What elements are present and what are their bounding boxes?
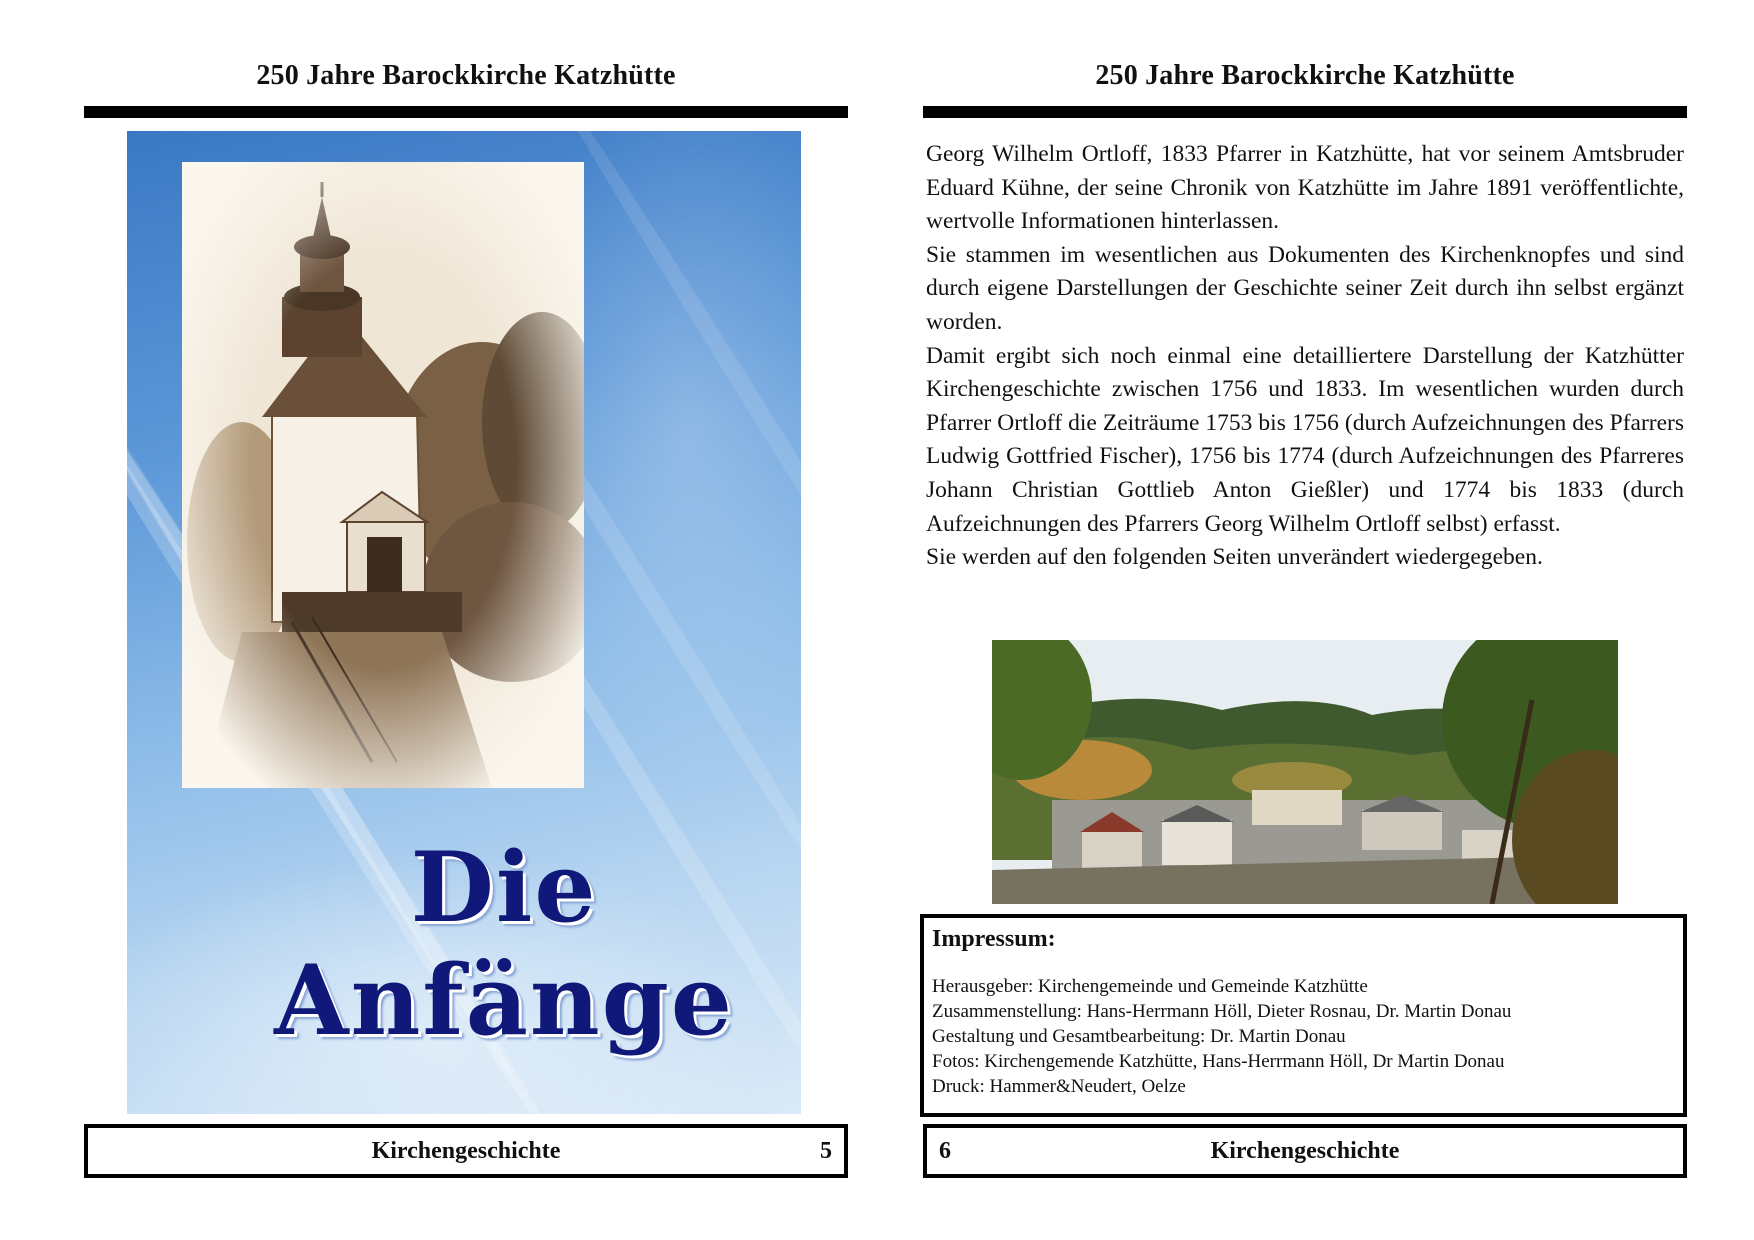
cover-artwork — [127, 131, 801, 1114]
village-photo — [992, 640, 1618, 904]
footer-label: Kirchengeschichte — [1210, 1138, 1400, 1164]
impressum-box — [920, 914, 1687, 1117]
title-rule — [923, 106, 1687, 118]
page-right — [923, 0, 1687, 1240]
impressum-line: Fotos: Kirchengemende Katzhütte, Hans-Herrmann Höll, Dr Martin Donau — [932, 1051, 1505, 1072]
footer-label: Kirchengeschichte — [371, 1138, 561, 1164]
page-number: 6 — [939, 1138, 951, 1164]
running-title: 250 Jahre Barockkirche Katzhütte — [256, 60, 676, 91]
title-rule — [84, 106, 848, 118]
paragraph: Sie stammen im wesentlichen aus Dokumenten des Kirchenknopfes und sind durch eigene Darstellungen der Geschichte seiner Zeit durch ihn selbst ergänzt worden. — [926, 241, 1684, 335]
paragraph: Sie werden auf den folgenden Seiten unverändert wiedergegeben. — [926, 544, 1543, 571]
page-footer — [84, 1124, 848, 1178]
paragraph: Georg Wilhelm Ortloff, 1833 Pfarrer in Katzhütte, hat vor seinem Amtsbruder Eduard Kühne, der seine Chronik von Katzhütte im Jahre 1891 veröffentlichte, wertvolle Informationen hinterlassen. — [926, 141, 1684, 235]
running-title: 250 Jahre Barockkirche Katzhütte — [1095, 60, 1515, 91]
page-footer — [923, 1124, 1687, 1178]
cover-title: Die Anfänge — [274, 831, 734, 1057]
impressum-line: Herausgeber: Kirchengemeinde und Gemeinde Katzhütte — [932, 976, 1368, 997]
church-photo — [182, 162, 584, 788]
paragraph: Damit ergibt sich noch einmal eine detailliertere Darstellung der Katzhütter Kirchengeschichte zwischen 1756 und 1833. Im wesentlichen wurden durch Pfarrer Ortloff die Zeiträume 1753 bis 1756 (durch Aufzeichnungen des Pfarrers Ludwig Gottfried Fischer), 1756 bis 1774 (durch Aufzeichnungen des Pfarreres Johann Christian Gottlieb Anton Gießler) und 1774 bis 1833 (durch Aufzeichnungen des Pfarrers Georg Wilhelm Ortloff selbst) erfasst. — [926, 342, 1684, 537]
page-left — [84, 0, 848, 1240]
impressum-line: Gestaltung und Gesamtbearbeitung: Dr. Martin Donau — [932, 1026, 1346, 1047]
impressum-heading: Impressum: — [932, 926, 1056, 952]
page-number: 5 — [820, 1138, 832, 1164]
impressum-line: Zusammenstellung: Hans-Herrmann Höll, Dieter Rosnau, Dr. Martin Donau — [932, 1001, 1512, 1022]
impressum-line: Druck: Hammer&Neudert, Oelze — [932, 1076, 1186, 1097]
body-text — [926, 138, 1684, 575]
